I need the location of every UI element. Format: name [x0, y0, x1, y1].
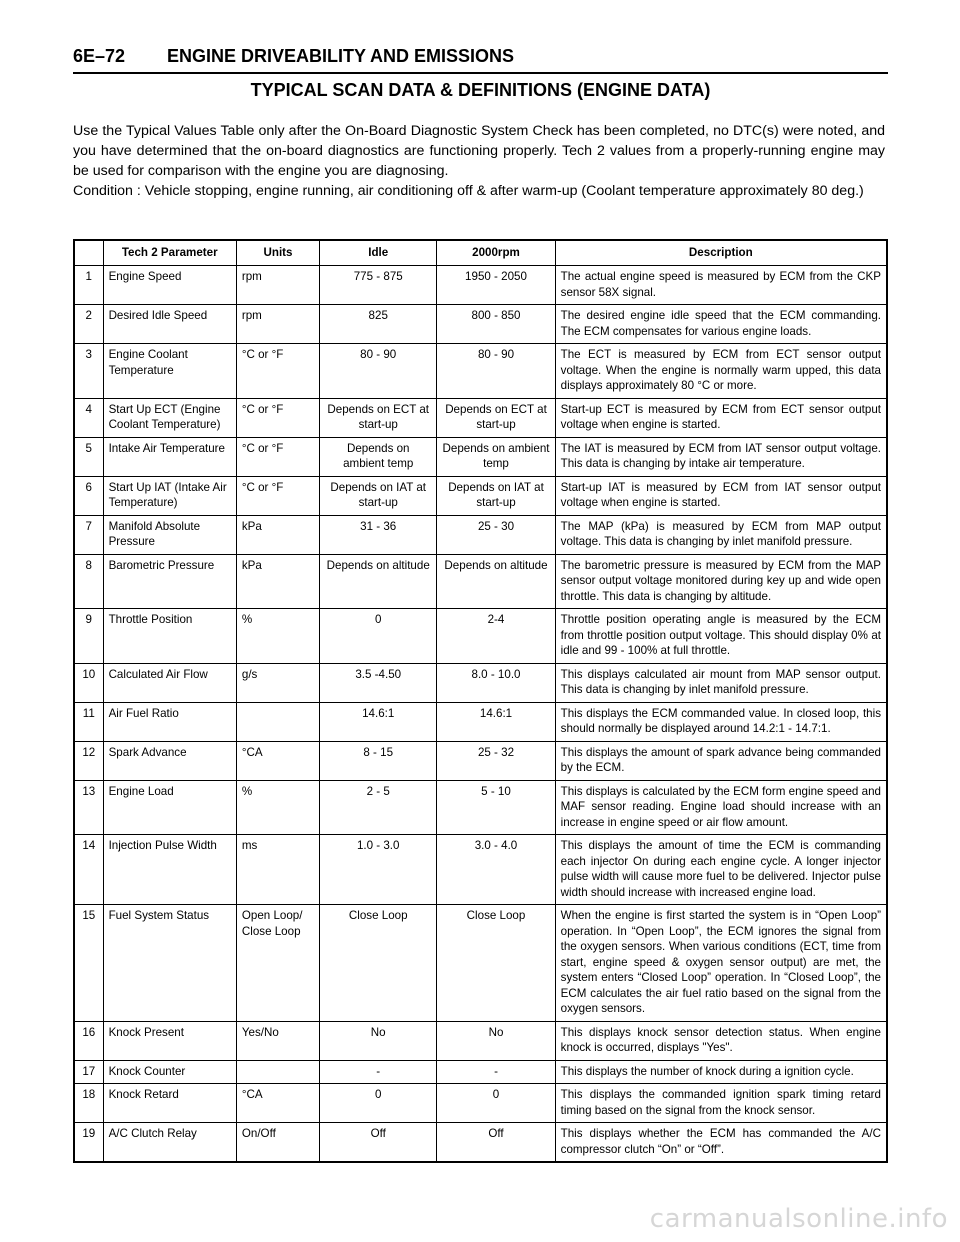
table-row — [74, 305, 887, 344]
parameter-cell: A/C Clutch Relay — [103, 1123, 236, 1163]
page-number: 6E–72 — [73, 46, 126, 66]
description-cell: This displays the amount of spark advance being commanded by the ECM. — [555, 741, 887, 780]
units-cell: °CA — [236, 1084, 319, 1123]
description-cell: This displays whether the ECM has commanded the A/C compressor clutch “On” or “Off”. — [555, 1123, 887, 1163]
rpm2000-value-cell: 0 — [437, 1084, 555, 1123]
units-cell: rpm — [236, 266, 319, 305]
column-header-parameter: Tech 2 Parameter — [103, 240, 236, 266]
units-cell: ms — [236, 835, 319, 905]
table-row — [74, 780, 887, 835]
units-cell: °C or °F — [236, 398, 319, 437]
idle-value-cell: 80 - 90 — [320, 344, 437, 399]
rpm2000-value-cell: - — [437, 1060, 555, 1084]
description-cell: This displays calculated air mount from MAP sensor output. This data is changing by inlet manifold pressure. — [555, 663, 887, 702]
description-cell: This displays the ECM commanded value. In closed loop, this should normally be displayed around 14.2:1 - 14.7:1. — [555, 702, 887, 741]
idle-value-cell: Depends on ECT at start-up — [320, 398, 437, 437]
table-row — [74, 266, 887, 305]
parameter-cell: Knock Counter — [103, 1060, 236, 1084]
rpm2000-value-cell: 14.6:1 — [437, 702, 555, 741]
parameter-cell: Injection Pulse Width — [103, 835, 236, 905]
parameter-cell: Throttle Position — [103, 609, 236, 664]
rpm2000-value-cell: 80 - 90 — [437, 344, 555, 399]
column-header-idle: Idle — [320, 240, 437, 266]
row-number-cell: 6 — [74, 476, 103, 515]
units-cell: rpm — [236, 305, 319, 344]
idle-value-cell: No — [320, 1021, 437, 1060]
parameter-cell: Engine Coolant Temperature — [103, 344, 236, 399]
table-row — [74, 398, 887, 437]
idle-value-cell: Close Loop — [320, 905, 437, 1022]
idle-value-cell: Depends on altitude — [320, 554, 437, 609]
intro-paragraph: Use the Typical Values Table only after the On-Board Diagnostic System Check has been completed, no DTC(s) were noted, and you have determined that the on-board diagnostics are functioning properly. Tech 2 values from a properly-running engine may be used for comparison with the engine you are diagnosing. — [73, 123, 885, 179]
row-number-cell: 1 — [74, 266, 103, 305]
idle-value-cell: 775 - 875 — [320, 266, 437, 305]
description-cell: This displays the commanded ignition spark timing retard timing based on the signal from the knock sensor. — [555, 1084, 887, 1123]
description-cell: This displays knock sensor detection status. When engine knock is occurred, displays "Yes". — [555, 1021, 887, 1060]
table-row — [74, 609, 887, 664]
rpm2000-value-cell: Depends on IAT at start-up — [437, 476, 555, 515]
parameter-cell: Intake Air Temperature — [103, 437, 236, 476]
rpm2000-value-cell: 800 - 850 — [437, 305, 555, 344]
table-row — [74, 1123, 887, 1163]
idle-value-cell: Depends on ambient temp — [320, 437, 437, 476]
units-cell: % — [236, 609, 319, 664]
units-cell: Open Loop/ Close Loop — [236, 905, 319, 1022]
row-number-cell: 17 — [74, 1060, 103, 1084]
parameter-cell: Desired Idle Speed — [103, 305, 236, 344]
row-number-cell: 11 — [74, 702, 103, 741]
idle-value-cell: 825 — [320, 305, 437, 344]
table-row — [74, 905, 887, 1022]
parameter-cell: Knock Retard — [103, 1084, 236, 1123]
intro-text — [73, 121, 885, 201]
table-row — [74, 344, 887, 399]
units-cell: kPa — [236, 515, 319, 554]
row-number-cell: 9 — [74, 609, 103, 664]
idle-value-cell: 2 - 5 — [320, 780, 437, 835]
idle-value-cell: 0 — [320, 1084, 437, 1123]
rpm2000-value-cell: 8.0 - 10.0 — [437, 663, 555, 702]
parameter-cell: Engine Speed — [103, 266, 236, 305]
rpm2000-value-cell: 25 - 30 — [437, 515, 555, 554]
parameter-cell: Barometric Pressure — [103, 554, 236, 609]
description-cell: Start-up IAT is measured by ECM from IAT sensor output voltage when engine is started. — [555, 476, 887, 515]
description-cell: The MAP (kPa) is measured by ECM from MAP output voltage. This data is changing by inlet manifold pressure. — [555, 515, 887, 554]
rpm2000-value-cell: 2-4 — [437, 609, 555, 664]
row-number-cell: 10 — [74, 663, 103, 702]
idle-value-cell: Off — [320, 1123, 437, 1163]
description-cell: The ECT is measured by ECM from ECT sensor output voltage. When the engine is normally warm upped, this data displays approximately 80 °C or more. — [555, 344, 887, 399]
row-number-cell: 19 — [74, 1123, 103, 1163]
parameter-cell: Manifold Absolute Pressure — [103, 515, 236, 554]
row-number-cell: 7 — [74, 515, 103, 554]
units-cell: kPa — [236, 554, 319, 609]
row-number-cell: 18 — [74, 1084, 103, 1123]
idle-value-cell: 0 — [320, 609, 437, 664]
table-row — [74, 515, 887, 554]
description-cell: The barometric pressure is measured by ECM from the MAP sensor output voltage monitored during key up and wide open throttle. This data is changing by altitude. — [555, 554, 887, 609]
table-row — [74, 437, 887, 476]
row-number-cell: 14 — [74, 835, 103, 905]
parameter-cell: Air Fuel Ratio — [103, 702, 236, 741]
rpm2000-value-cell: 3.0 - 4.0 — [437, 835, 555, 905]
table-body — [74, 266, 887, 1163]
table-row — [74, 1084, 887, 1123]
row-number-cell: 13 — [74, 780, 103, 835]
rpm2000-value-cell: 1950 - 2050 — [437, 266, 555, 305]
units-cell: % — [236, 780, 319, 835]
rpm2000-value-cell: Off — [437, 1123, 555, 1163]
rpm2000-value-cell: Depends on ambient temp — [437, 437, 555, 476]
idle-value-cell: - — [320, 1060, 437, 1084]
rpm2000-value-cell: Depends on altitude — [437, 554, 555, 609]
row-number-cell: 16 — [74, 1021, 103, 1060]
idle-value-cell: 8 - 15 — [320, 741, 437, 780]
rpm2000-value-cell: 5 - 10 — [437, 780, 555, 835]
parameter-cell: Calculated Air Flow — [103, 663, 236, 702]
units-cell: On/Off — [236, 1123, 319, 1163]
row-number-cell: 8 — [74, 554, 103, 609]
description-cell: The IAT is measured by ECM from IAT sensor output voltage. This data is changing by intake air temperature. — [555, 437, 887, 476]
column-header-number — [74, 240, 103, 266]
idle-value-cell: 3.5 -4.50 — [320, 663, 437, 702]
parameter-cell: Spark Advance — [103, 741, 236, 780]
units-cell: °C or °F — [236, 344, 319, 399]
idle-value-cell: 14.6:1 — [320, 702, 437, 741]
table-row — [74, 554, 887, 609]
idle-value-cell: 31 - 36 — [320, 515, 437, 554]
column-header-2000rpm: 2000rpm — [437, 240, 555, 266]
table-row — [74, 1021, 887, 1060]
parameter-cell: Engine Load — [103, 780, 236, 835]
description-cell: Throttle position operating angle is measured by the ECM from throttle position output voltage. This should display 0% at idle and 99 - 100% at full throttle. — [555, 609, 887, 664]
description-cell: When the engine is first started the system is in “Open Loop” operation. In “Open Loop”, the ECM ignores the signal from the oxygen sensors. When various conditions (ECT, time from start, engine speed & oxygen sensor output) are met, the system enters “Closed Loop” operation. In “Closed Loop”, the ECM calculates the air fuel ratio based on the signal from the oxygen sensors. — [555, 905, 887, 1022]
idle-value-cell: Depends on IAT at start-up — [320, 476, 437, 515]
units-cell: Yes/No — [236, 1021, 319, 1060]
units-cell: °CA — [236, 741, 319, 780]
rpm2000-value-cell: No — [437, 1021, 555, 1060]
description-cell: This displays is calculated by the ECM form engine speed and MAF sensor reading. Engine load should increase with an increase in engine speed or air flow amount. — [555, 780, 887, 835]
table-row — [74, 1060, 887, 1084]
table-row — [74, 663, 887, 702]
document-title: TYPICAL SCAN DATA & DEFINITIONS (ENGINE DATA) — [250, 80, 711, 100]
row-number-cell: 2 — [74, 305, 103, 344]
units-cell: °C or °F — [236, 476, 319, 515]
section-title: ENGINE DRIVEABILITY AND EMISSIONS — [167, 46, 515, 66]
units-cell — [236, 1060, 319, 1084]
table-row — [74, 702, 887, 741]
rpm2000-value-cell: 25 - 32 — [437, 741, 555, 780]
column-header-description: Description — [555, 240, 887, 266]
scan-data-table — [73, 239, 888, 1163]
table-row — [74, 476, 887, 515]
row-number-cell: 15 — [74, 905, 103, 1022]
rpm2000-value-cell: Close Loop — [437, 905, 555, 1022]
table-header-row — [74, 240, 887, 266]
table-row — [74, 835, 887, 905]
units-cell: g/s — [236, 663, 319, 702]
row-number-cell: 4 — [74, 398, 103, 437]
description-cell: The desired engine idle speed that the ECM commanding. The ECM compensates for various engine loads. — [555, 305, 887, 344]
row-number-cell: 5 — [74, 437, 103, 476]
watermark: carmanualsonline.info — [649, 1204, 948, 1234]
description-cell: Start-up ECT is measured by ECM from ECT sensor output voltage when engine is started. — [555, 398, 887, 437]
parameter-cell: Start Up IAT (Intake Air Temperature) — [103, 476, 236, 515]
parameter-cell: Fuel System Status — [103, 905, 236, 1022]
column-header-units: Units — [236, 240, 319, 266]
page-header — [73, 44, 888, 74]
parameter-cell: Start Up ECT (Engine Coolant Temperature) — [103, 398, 236, 437]
units-cell — [236, 702, 319, 741]
description-cell: The actual engine speed is measured by ECM from the CKP sensor 58X signal. — [555, 266, 887, 305]
table-row — [74, 741, 887, 780]
description-cell: This displays the amount of time the ECM is commanding each injector On during each engine cycle. A longer injector pulse width will cause more fuel to be delivered. Injector pulse width should increase with increased engine load. — [555, 835, 887, 905]
rpm2000-value-cell: Depends on ECT at start-up — [437, 398, 555, 437]
row-number-cell: 3 — [74, 344, 103, 399]
idle-value-cell: 1.0 - 3.0 — [320, 835, 437, 905]
description-cell: This displays the number of knock during a ignition cycle. — [555, 1060, 887, 1084]
parameter-cell: Knock Present — [103, 1021, 236, 1060]
condition-paragraph: Condition : Vehicle stopping, engine running, air conditioning off & after warm-up (Coolant temperature approximately 80 deg.) — [73, 183, 864, 199]
units-cell: °C or °F — [236, 437, 319, 476]
row-number-cell: 12 — [74, 741, 103, 780]
